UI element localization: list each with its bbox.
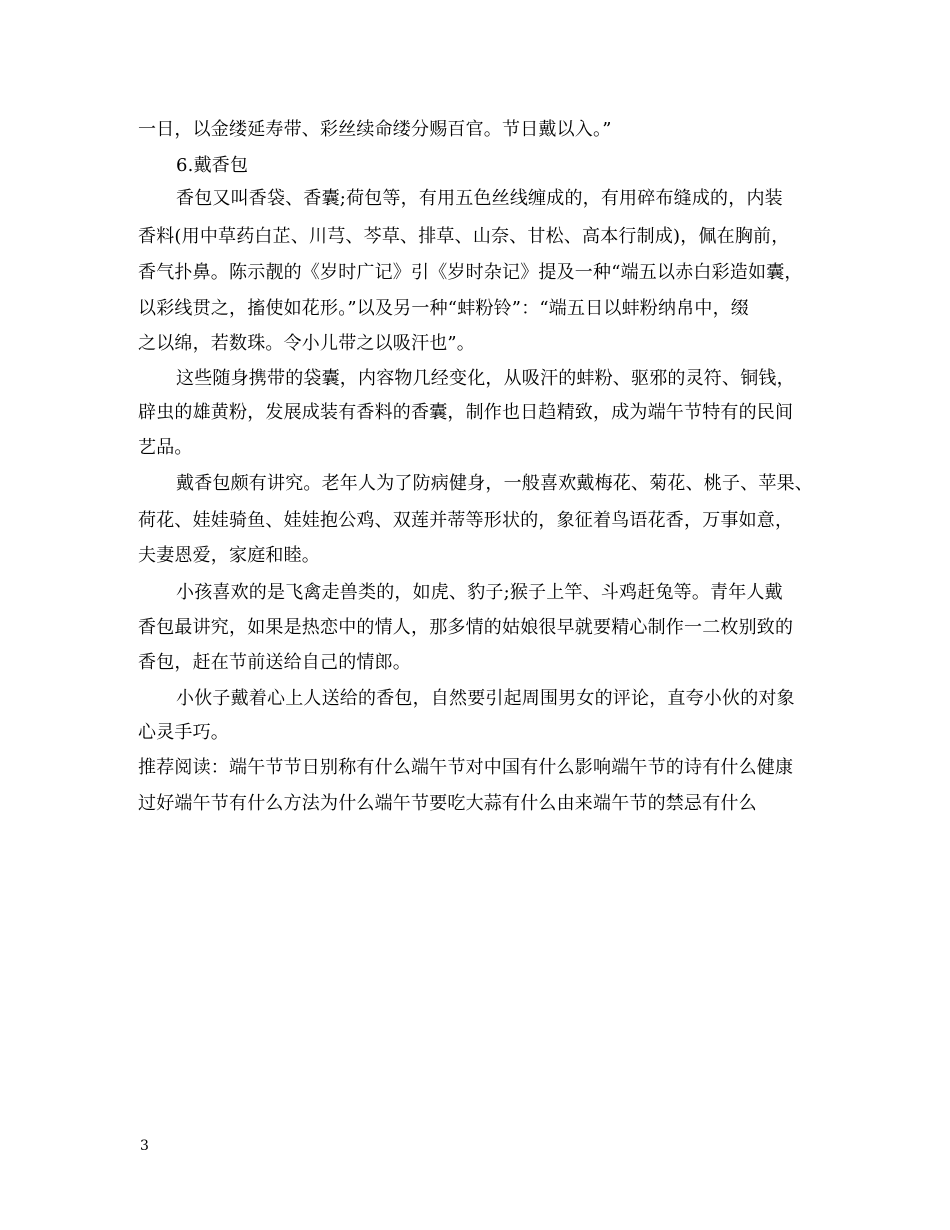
text-line: 夫妻恩爱，家庭和睦。 — [138, 545, 320, 566]
text-line: 艺品。 — [138, 437, 193, 458]
text-line: 一日，以金缕延寿带、彩丝续命缕分赐百官。节日戴以入。” — [138, 119, 612, 140]
text-line: 辟虫的雄黄粉，发展成装有香料的香囊，制作也日趋精致，成为端午节特有的民间 — [138, 402, 794, 423]
page-number: 3 — [140, 1138, 149, 1154]
section-heading: 6.戴香包 — [176, 155, 249, 176]
text-line: 荷花、娃娃骑鱼、娃娃抱公鸡、双莲并蒂等形状的，象征着鸟语花香，万事如意， — [138, 510, 794, 531]
recommended-reading: 过好端午节有什么方法为什么端午节要吃大蒜有什么由来端午节的禁忌有什么 — [138, 793, 757, 814]
text-line: 以彩线贯之，搐使如花形。”以及另一种“蚌粉铃”：“端五日以蚌粉纳帛中，缀 — [138, 298, 750, 319]
text-line: 戴香包颇有讲究。老年人为了防病健身，一般喜欢戴梅花、菊花、桃子、苹果、 — [176, 473, 813, 494]
text-line: 香气扑鼻。陈示靓的《岁时广记》引《岁时杂记》提及一种“端五以赤白彩造如囊， — [138, 262, 803, 283]
text-line: 心灵手巧。 — [138, 722, 229, 743]
text-line: 这些随身携带的袋囊，内容物几经变化，从吸汗的蚌粉、驱邪的灵符、铜钱， — [176, 368, 795, 389]
text-line: 香包最讲究，如果是热恋中的情人，那多情的姑娘很早就要精心制作一二枚别致的 — [138, 617, 794, 638]
text-line: 之以绵，若数珠。令小儿带之以吸汗也”。 — [138, 333, 476, 354]
text-line: 香包，赶在节前送给自己的情郎。 — [138, 652, 411, 673]
text-line: 香包又叫香袋、香囊;荷包等，有用五色丝线缠成的，有用碎布缝成的，内装 — [176, 188, 783, 209]
text-line: 小孩喜欢的是飞禽走兽类的，如虎、豹子;猴子上竿、斗鸡赶兔等。青年人戴 — [176, 582, 783, 603]
text-line: 小伙子戴着心上人送给的香包，自然要引起周围男女的评论，直夸小伙的对象 — [176, 688, 795, 709]
recommended-reading: 推荐阅读：端午节节日别称有什么端午节对中国有什么影响端午节的诗有什么健康 — [138, 757, 794, 778]
text-line: 香料(用中草药白芷、川芎、芩草、排草、山奈、甘松、高本行制成)，佩在胸前， — [138, 226, 790, 247]
